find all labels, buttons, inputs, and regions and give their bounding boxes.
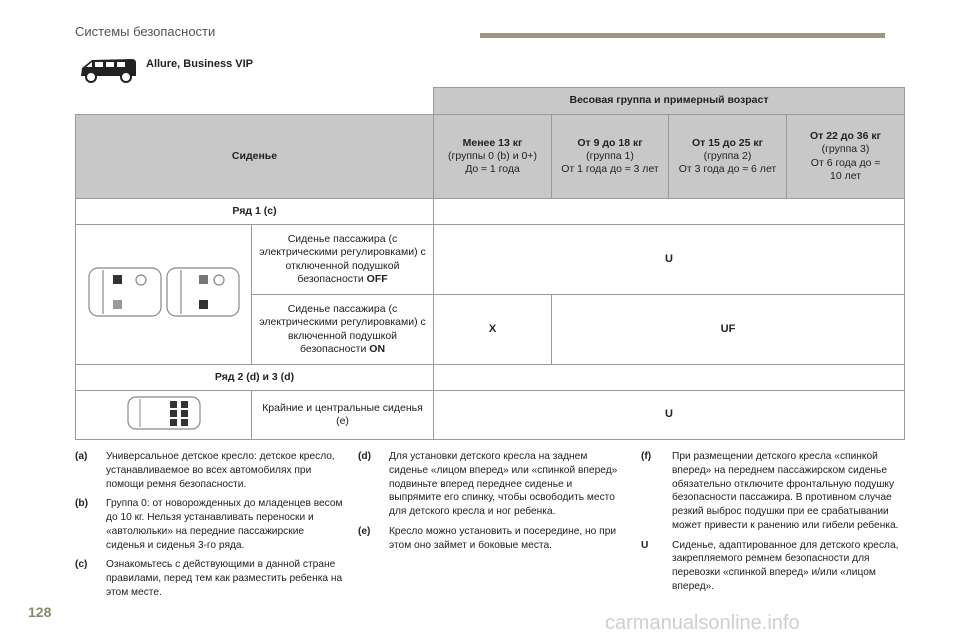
van-icon [78, 54, 140, 84]
note-key: (b) [75, 498, 89, 510]
rear-seat-note: (e) [336, 415, 349, 428]
airbag-on-state: ON [369, 342, 386, 355]
rear-seats-icon [124, 393, 204, 433]
note-text: Кресло можно установить и посередине, но при этом оно займет и боковые места. [389, 525, 617, 551]
col-title: Менее 13 кг [462, 136, 523, 149]
note-key: (d) [358, 451, 372, 462]
child-seat-table [75, 87, 905, 440]
note-a [75, 450, 345, 491]
col-title: От 15 до 25 кг [691, 136, 764, 149]
col-line: От 3 года до ≈ 6 лет [678, 163, 777, 176]
airbag-on-seat [252, 295, 434, 365]
front-seat-diagram [76, 225, 252, 365]
airbag-off-state: OFF [366, 272, 388, 285]
col-line: До ≈ 1 года [465, 163, 520, 176]
row-23-label: Ряд 2 (d) и 3 (d) [76, 365, 434, 391]
airbag-off-seat [252, 225, 434, 295]
watermark: carmanualsonline.info [605, 612, 800, 634]
group-header: Весовая группа и примерный возраст [434, 88, 905, 115]
col-group-1 [552, 115, 669, 199]
section-title: Системы безопасности [75, 24, 216, 39]
rear-seat-text-cell [252, 391, 434, 440]
note-u [641, 539, 906, 594]
notes-column-2 [358, 450, 626, 558]
note-key: (a) [75, 451, 88, 462]
col-line: От 6 года до ≈ [810, 156, 881, 169]
note-e [358, 525, 626, 553]
seat-header: Сиденье [76, 115, 434, 199]
note-text: Универсальное детское кресло: детское кресло, устанавливаемое во всех автомобилях при помощи ремня безопасности. [106, 451, 335, 490]
airbag-on-text: Сиденье пассажира (с электрическими регулировками) с включенной подушкой безопасности [259, 303, 426, 355]
header-rule [480, 33, 885, 38]
col-group-3 [787, 115, 905, 199]
airbag-on-value-a: X [434, 295, 552, 365]
col-line: От 1 года до ≈ 3 лет [561, 163, 659, 176]
col-title: От 22 до 36 кг [809, 130, 882, 143]
col-line: (группа 3) [821, 143, 870, 156]
airbag-off-text: Сиденье пассажира (с электрическими регулировками) с отключенной подушкой безопасности [259, 233, 426, 285]
col-group-0 [434, 115, 552, 199]
col-title: От 9 до 18 кг [577, 136, 643, 149]
col-group-2 [669, 115, 787, 199]
rear-seat-text: Крайние и центральные сиденья [262, 401, 423, 414]
col-line: 10 лет [829, 169, 862, 182]
note-text: Сиденье, адаптированное для детского кресла, закрепляемого ремнем безопасности для перевозки «спинкой вперед» и/или «лицом вперед». [672, 539, 899, 592]
car-topview-icon [83, 262, 245, 322]
page-number: 128 [28, 604, 52, 620]
col-line: (группы 0 (b) и 0+) [448, 149, 537, 162]
airbag-on-value-b: UF [552, 295, 905, 365]
row-1-label: Ряд 1 (c) [76, 199, 434, 225]
note-d [358, 450, 626, 519]
note-b [75, 497, 345, 552]
col-line: (группа 1) [586, 149, 634, 162]
note-text: При размещении детского кресла «спинкой вперед» на переднем пассажирском сиденье обязательно отключите фронтальную подушку безопасности пассажира. В противном случае резкий выброс подушки при ее срабатывании может привести к ранению или гибели ребенка. [672, 451, 899, 531]
note-key: (e) [358, 525, 371, 537]
rear-value: U [434, 391, 905, 440]
note-key: (c) [75, 559, 88, 571]
note-text: Группа 0: от новорожденных до младенцев весом до 10 кг. Нельзя устанавливать переноски и «автолюльки» на передние пассажирские сиденья и сиденья 3-го ряда. [106, 498, 343, 551]
note-key: (f) [641, 451, 652, 462]
notes-column-3 [641, 450, 906, 600]
airbag-off-value: U [434, 225, 905, 295]
note-key: U [641, 539, 649, 551]
note-f [641, 450, 906, 533]
rear-seat-diagram [76, 391, 252, 440]
trim-label: Allure, Business VIP [146, 58, 253, 70]
note-text: Ознакомьтесь с действующими в данной стране правилами, перед тем как разместить ребенка на этом месте. [106, 559, 343, 598]
note-text: Для установки детского кресла на заднем сиденье «лицом вперед» или «спинкой вперед» подвиньте вперед переднее сиденье и выпрямите его спинку, чтобы освободить место для детского кресла и ног ребенка. [389, 451, 618, 518]
notes-column-1 [75, 450, 345, 606]
note-c [75, 558, 345, 599]
col-line: (группа 2) [703, 149, 752, 162]
